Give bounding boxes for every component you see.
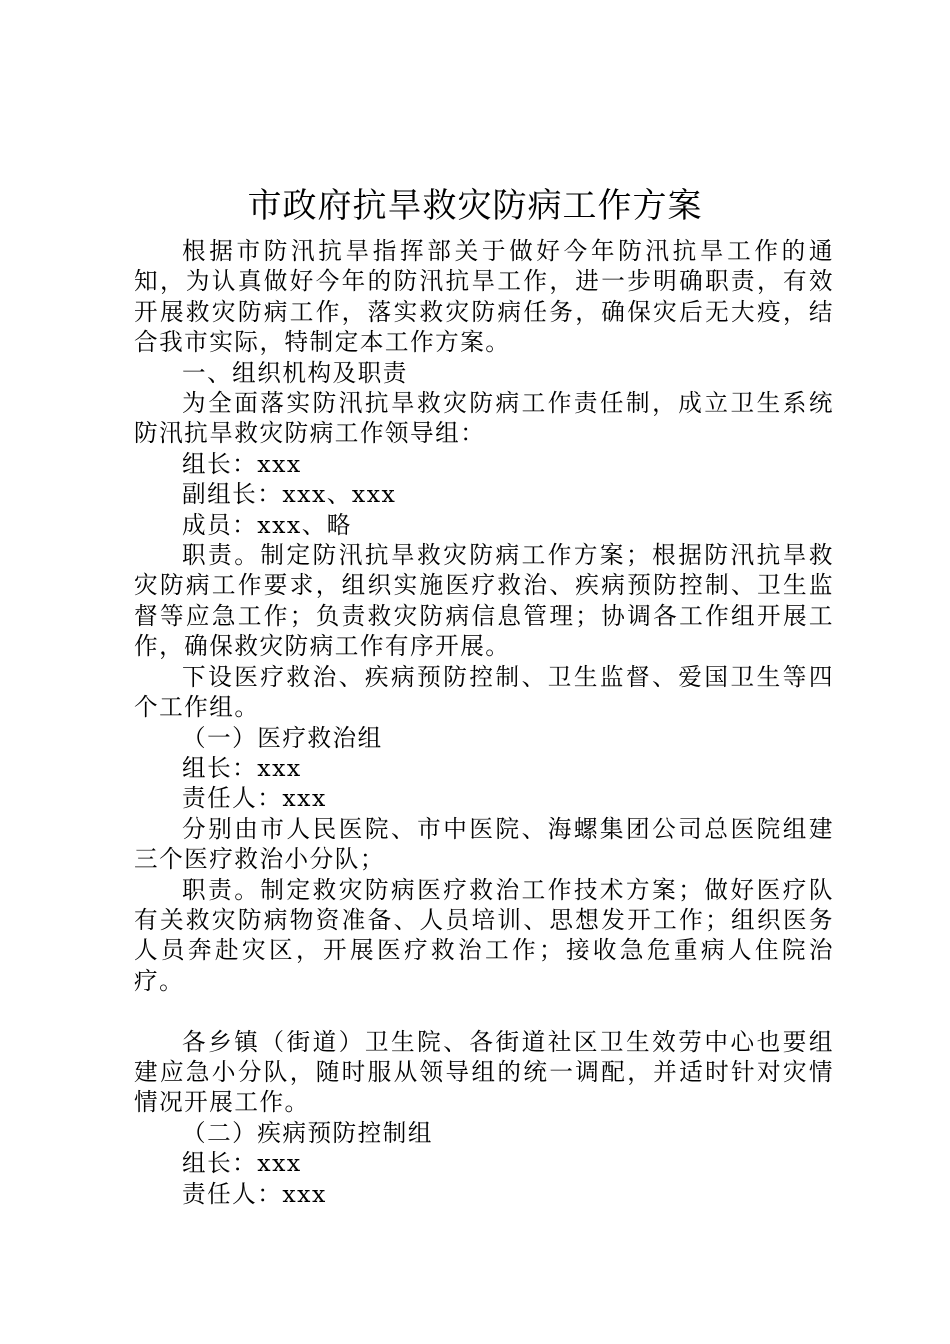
list-item: 组长：xxx bbox=[182, 449, 302, 478]
list-item: 成员：xxx、略 bbox=[182, 510, 352, 539]
section-heading: 一、组织机构及职责 bbox=[182, 358, 408, 387]
paragraph: 根据市防汛抗旱指挥部关于做好今年防汛抗旱工作的通知，为认真做好今年的防汛抗旱工作，进一步明确职责，有效开展救灾防病工作，落实救灾防病任务，确保灾后无大疫，结合我市实际，特制定本工作方案。 bbox=[134, 237, 834, 357]
subsection-heading: （一）医疗救治组 bbox=[182, 723, 383, 752]
paragraph: 各乡镇（街道）卫生院、各街道社区卫生效劳中心也要组建应急小分队，随时服从领导组的统一调配，并适时针对灾情情况开展工作。 bbox=[134, 1027, 834, 1117]
subsection-heading: （二）疾病预防控制组 bbox=[182, 1118, 433, 1147]
paragraph: 职责。制定防汛抗旱救灾防病工作方案；根据防汛抗旱救灾防病工作要求，组织实施医疗救治、疾病预防控制、卫生监督等应急工作；负责救灾防病信息管理；协调各工作组开展工作，确保救灾防病工作有序开展。 bbox=[134, 541, 834, 661]
paragraph: 分别由市人民医院、市中医院、海螺集团公司总医院组建三个医疗救治小分队； bbox=[134, 814, 834, 874]
paragraph: 职责。制定救灾防病医疗救治工作技术方案；做好医疗队有关救灾防病物资准备、人员培训、思想发开工作；组织医务人员奔赴灾区，开展医疗救治工作；接收急危重病人住院治疗。 bbox=[134, 875, 834, 995]
document-title: 市政府抗旱救灾防病工作方案 bbox=[247, 186, 703, 226]
list-item: 副组长：xxx、xxx bbox=[182, 480, 397, 509]
list-item: 责任人：xxx bbox=[182, 1179, 327, 1208]
list-item: 责任人：xxx bbox=[182, 784, 327, 813]
paragraph: 下设医疗救治、疾病预防控制、卫生监督、爱国卫生等四个工作组。 bbox=[134, 662, 834, 722]
paragraph: 为全面落实防汛抗旱救灾防病工作责任制，成立卫生系统防汛抗旱救灾防病工作领导组： bbox=[134, 389, 834, 448]
blank-line bbox=[134, 996, 834, 1026]
document-body bbox=[134, 236, 834, 1209]
list-item: 组长：xxx bbox=[182, 753, 302, 782]
list-item: 组长：xxx bbox=[182, 1149, 302, 1178]
